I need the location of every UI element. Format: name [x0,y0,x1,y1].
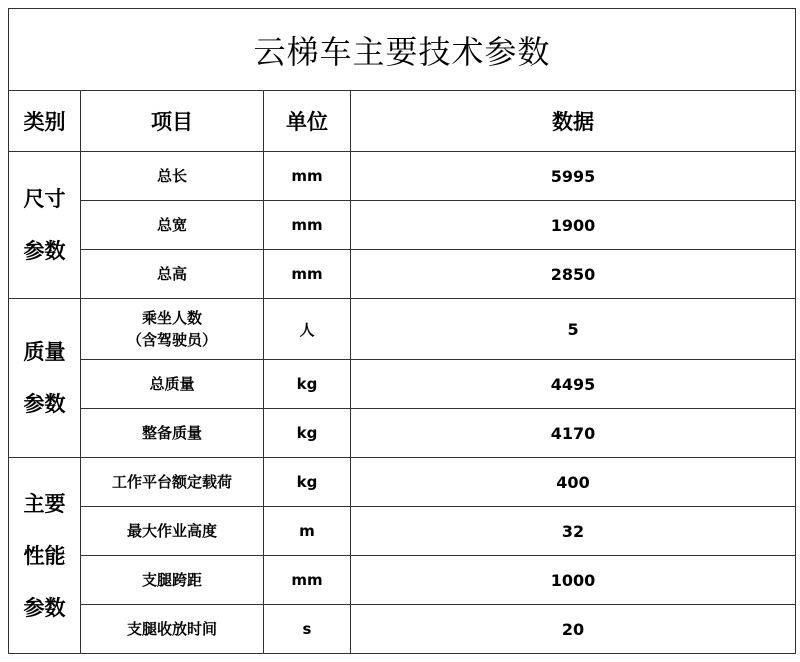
value-cell: 1000 [351,556,796,605]
value-cell: 20 [351,605,796,654]
unit-cell: kg [264,409,351,458]
unit-cell: 人 [264,299,351,360]
value-cell: 5 [351,299,796,360]
header-unit: 单位 [264,91,351,152]
header-category: 类别 [9,91,81,152]
item-cell: 整备质量 [81,409,264,458]
value-cell: 4170 [351,409,796,458]
item-cell: 工作平台额定载荷 [81,458,264,507]
category-line: 参数 [23,392,66,416]
value-cell: 4495 [351,360,796,409]
category-line: 尺寸 [23,187,66,211]
item-cell [81,299,264,360]
table-title: 云梯车主要技术参数 [9,9,796,91]
value-cell: 2850 [351,250,796,299]
unit-cell: mm [264,201,351,250]
header-item: 项目 [81,91,264,152]
unit-cell: kg [264,458,351,507]
item-cell: 总高 [81,250,264,299]
unit-cell: s [264,605,351,654]
item-cell: 总宽 [81,201,264,250]
category-line: 参数 [23,239,66,263]
category-line: 性能 [23,543,66,568]
item-cell: 支腿跨距 [81,556,264,605]
unit-cell: kg [264,360,351,409]
value-cell: 1900 [351,201,796,250]
category-mass [9,299,81,458]
item-cell: 最大作业高度 [81,507,264,556]
unit-cell: mm [264,152,351,201]
spec-table [8,8,796,654]
item-line: 乘坐人数 [141,309,202,327]
category-line: 主要 [23,491,66,516]
item-line: （含驾驶员） [126,331,217,349]
value-cell: 5995 [351,152,796,201]
item-cell: 总长 [81,152,264,201]
unit-cell: mm [264,556,351,605]
header-data: 数据 [351,91,796,152]
category-dimension [9,152,81,299]
unit-cell: m [264,507,351,556]
category-line: 质量 [23,340,66,364]
value-cell: 400 [351,458,796,507]
category-performance [9,458,81,654]
item-cell: 支腿收放时间 [81,605,264,654]
value-cell: 32 [351,507,796,556]
category-line: 参数 [23,595,66,620]
item-cell: 总质量 [81,360,264,409]
unit-cell: mm [264,250,351,299]
